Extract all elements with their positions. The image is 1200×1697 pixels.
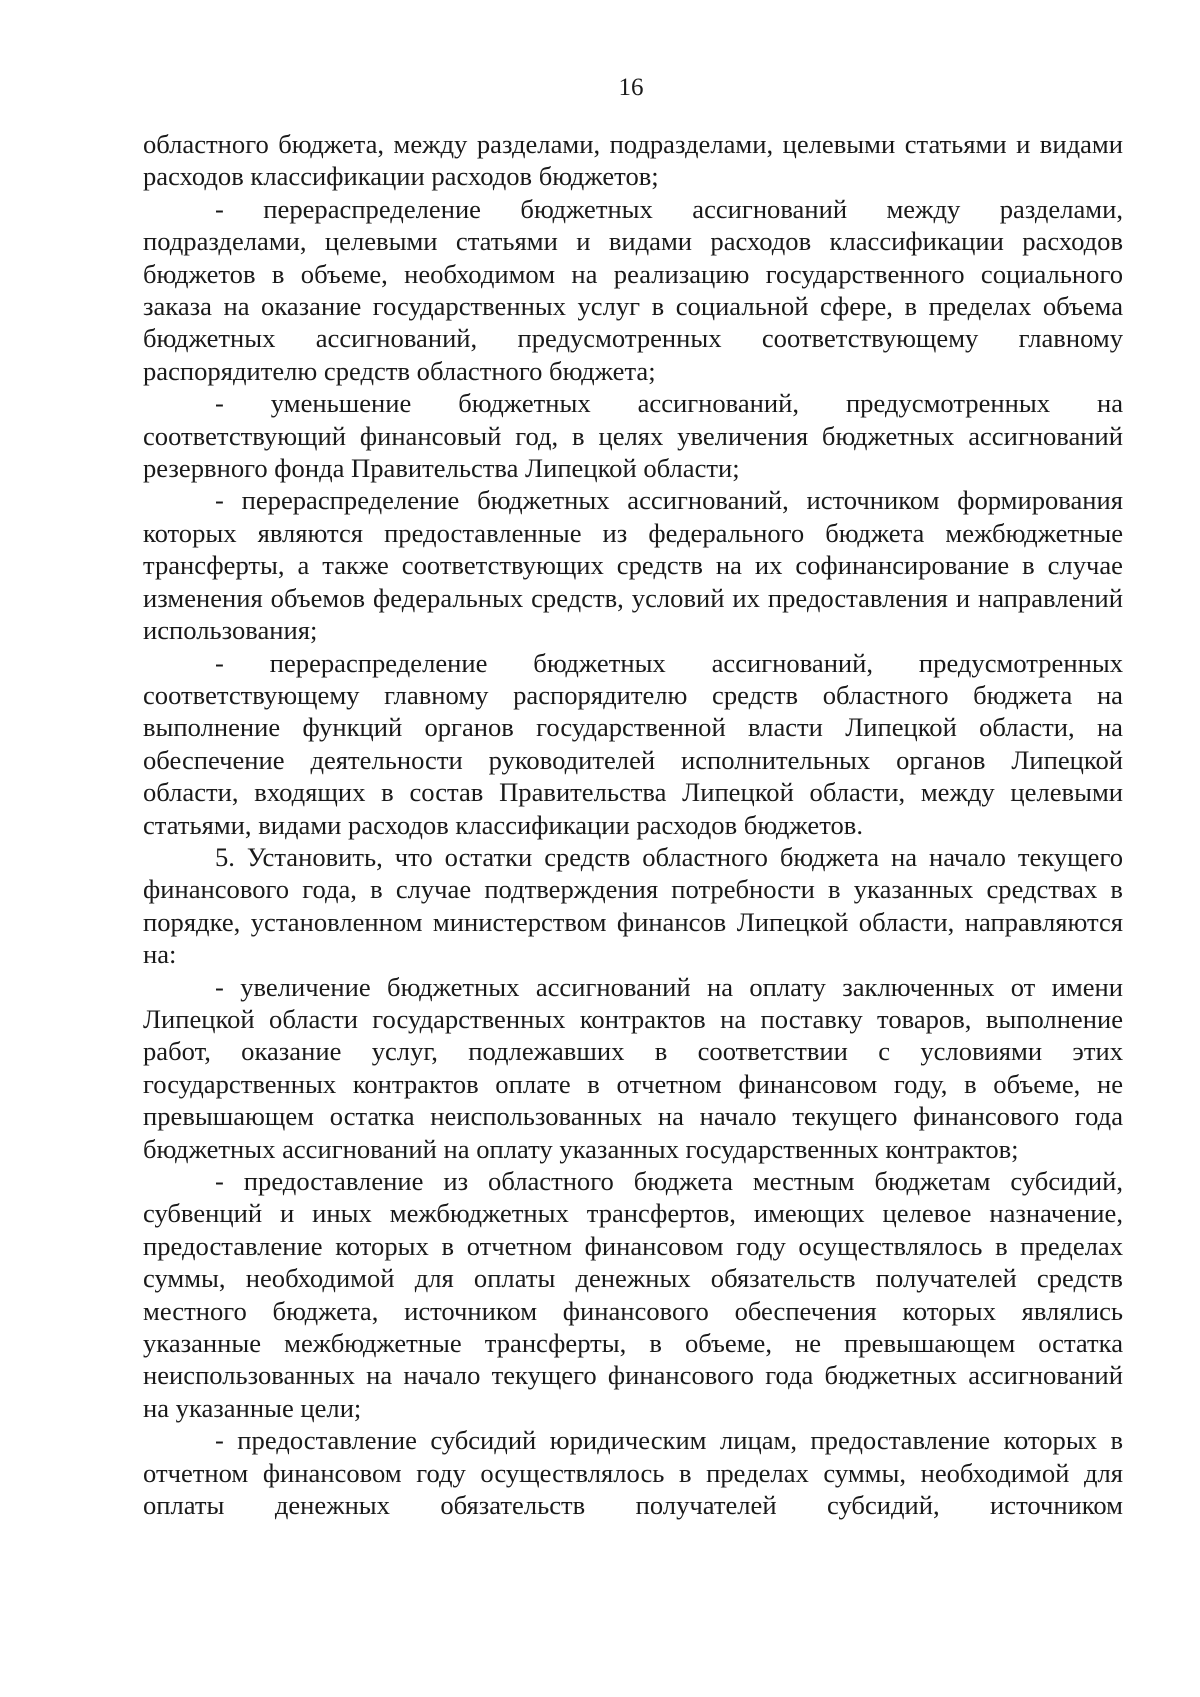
paragraph-continuation: областного бюджета, между разделами, подразделами, целевыми статьями и видами расходов классификации расходов бюджетов;	[143, 129, 1123, 192]
numbered-paragraph: 5. Установить, что остатки средств областного бюджета на начало текущего финансового года, в случае подтверждения потребности в указанных средствах в порядке, установленном министерством финансов Липецкой области, направляются на:	[143, 841, 1123, 970]
page-number: 16	[618, 74, 644, 101]
list-item: - предоставление субсидий юридическим лицам, предоставление которых в отчетном финансовом году осуществлялось в пределах суммы, необходимой для оплаты денежных обязательств получателей субсидий, источником	[143, 1425, 1123, 1521]
list-item: - увеличение бюджетных ассигнований на оплату заключенных от имени Липецкой области государственных контрактов на поставку товаров, выполнение работ, оказание услуг, подлежавших в соответствии с условиями этих государственных контрактов оплате в отчетном финансовом году, в объеме, не превышающем остатка неиспользованных на начало текущего финансового года бюджетных ассигнований на оплату указанных государственных контрактов;	[143, 971, 1123, 1164]
list-item: - перераспределение бюджетных ассигнований, источником формирования которых являются предоставленные из федерального бюджета межбюджетные трансферты, а также соответствующих средств на их софинансирование в случае изменения объемов федеральных средств, условий их предоставления и направлений использования;	[143, 485, 1123, 646]
list-item: - перераспределение бюджетных ассигнований, предусмотренных соответствующему главному распорядителю средств областного бюджета на выполнение функций органов государственной власти Липецкой области, на обеспечение деятельности руководителей исполнительных органов Липецкой области, входящих в состав Правительства Липецкой области, между целевыми статьями, видами расходов классификации расходов бюджетов.	[143, 647, 1123, 840]
list-item: - перераспределение бюджетных ассигнований между разделами, подразделами, целевыми статьями и видами расходов классификации расходов бюджетов в объеме, необходимом на реализацию государственного социального заказа на оказание государственных услуг в социальной сфере, в пределах объема бюджетных ассигнований, предусмотренных соответствующему главному распорядителю средств областного бюджета;	[143, 193, 1123, 386]
document-body	[143, 128, 1123, 1521]
list-item: - предоставление из областного бюджета местным бюджетам субсидий, субвенций и иных межбюджетных трансфертов, имеющих целевое назначение, предоставление которых в отчетном финансовом году осуществлялось в пределах суммы, необходимой для оплаты денежных обязательств получателей средств местного бюджета, источником финансового обеспечения которых являлись указанные межбюджетные трансферты, в объеме, не превышающем остатка неиспользованных на начало текущего финансового года бюджетных ассигнований на указанные цели;	[143, 1166, 1123, 1423]
list-item: - уменьшение бюджетных ассигнований, предусмотренных на соответствующий финансовый год, в целях увеличения бюджетных ассигнований резервного фонда Правительства Липецкой области;	[143, 388, 1123, 484]
